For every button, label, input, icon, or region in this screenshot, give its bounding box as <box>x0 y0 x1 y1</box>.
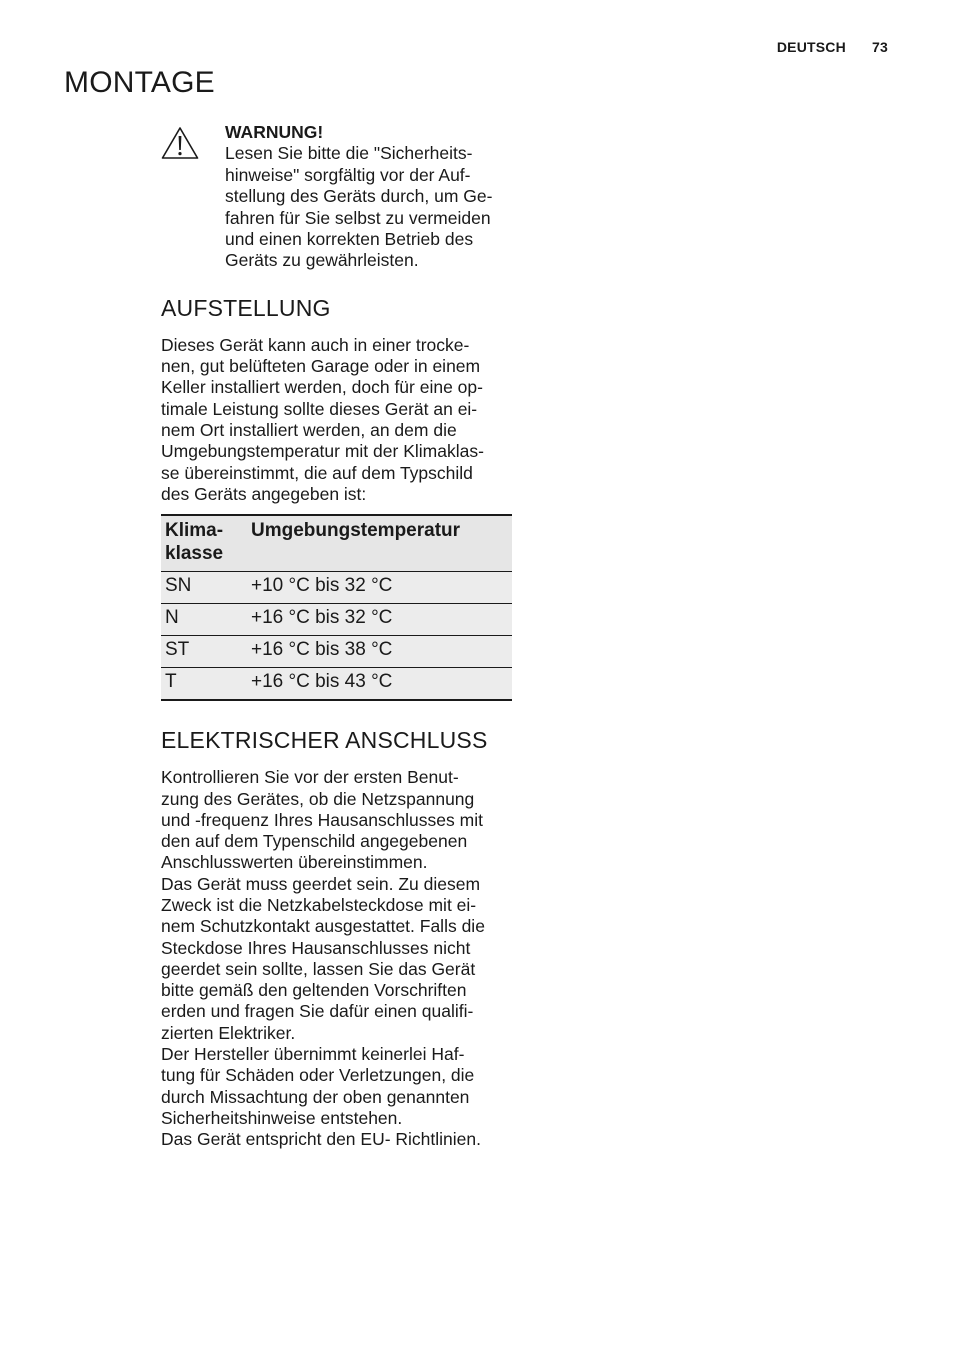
table-cell-temperatur: +16 °C bis 32 °C <box>251 607 393 629</box>
table-cell-klasse: N <box>165 607 179 629</box>
warning-title: WARNUNG! <box>225 122 324 142</box>
paragraph-line: durch Missachtung der oben genannten <box>161 1086 470 1107</box>
table-row <box>161 636 512 668</box>
table-cell-temperatur: +16 °C bis 38 °C <box>251 639 393 661</box>
paragraph-line: und -frequenz Ihres Hausanschlusses mit <box>161 809 483 830</box>
paragraph-line: nem Ort installiert werden, an dem die <box>161 420 457 441</box>
page-title: MONTAGE <box>64 66 215 99</box>
paragraph-line: tung für Schäden oder Verletzungen, die <box>161 1065 475 1086</box>
table-cell-klasse: T <box>165 671 177 693</box>
section-heading-aufstellung: AUFSTELLUNG <box>161 294 331 321</box>
table-header-row <box>161 515 512 572</box>
paragraph-line: des Geräts angegeben ist: <box>161 483 367 504</box>
table-cell-temperatur: +16 °C bis 43 °C <box>251 671 393 693</box>
paragraph-line: zung des Gerätes, ob die Netzspannung <box>161 788 475 809</box>
paragraph-line: zierten Elektriker. <box>161 1022 296 1043</box>
paragraph-line: den auf dem Typenschild angegebenen <box>161 831 468 852</box>
page-number: 73 <box>872 39 888 55</box>
table-cell-klasse: SN <box>165 575 192 597</box>
page-header <box>777 39 888 55</box>
warning-line: Lesen Sie bitte die "Sicherheits- <box>225 143 473 164</box>
paragraph-line: Sicherheitshinweise entstehen. <box>161 1107 403 1128</box>
paragraph-line: Der Hersteller übernimmt keinerlei Haf- <box>161 1044 465 1065</box>
table-cell-klasse: ST <box>165 639 190 661</box>
paragraph-line: bitte gemäß den geltenden Vorschriften <box>161 980 467 1001</box>
table-row <box>161 572 512 604</box>
warning-line: und einen korrekten Betrieb des <box>225 229 474 250</box>
table-header-klasse-line: Klima- <box>165 520 224 542</box>
paragraph-line: Anschlusswerten übereinstimmen. <box>161 852 428 873</box>
warning-text <box>225 143 512 271</box>
paragraph-line: erden und fragen Sie dafür einen qualifi- <box>161 1001 474 1022</box>
anschluss-paragraph <box>161 767 512 1150</box>
paragraph-line: timale Leistung sollte dieses Gerät an ei- <box>161 398 478 419</box>
warning-block <box>161 122 512 272</box>
header-language: DEUTSCH <box>776 39 846 55</box>
warning-line: stellung des Geräts durch, um Ge- <box>225 186 493 207</box>
paragraph-line: Kontrollieren Sie vor der ersten Benut- <box>161 767 459 788</box>
paragraph-line: geerdet sein sollte, lassen Sie das Gerät <box>161 958 476 979</box>
warning-line: hinweise" sorgfältig vor der Auf- <box>225 164 471 185</box>
climate-class-table <box>161 514 512 701</box>
paragraph-line: Das Gerät muss geerdet sein. Zu diesem <box>161 873 481 894</box>
warning-triangle-icon <box>161 126 199 160</box>
paragraph-line: nen, gut belüfteten Garage oder in einem <box>161 356 481 377</box>
paragraph-line: Das Gerät entspricht den EU- Richtlinien. <box>161 1129 481 1150</box>
table-cell-temperatur: +10 °C bis 32 °C <box>251 575 393 597</box>
table-row <box>161 604 512 636</box>
paragraph-line: Umgebungstemperatur mit der Klimaklas- <box>161 441 484 462</box>
paragraph-line: Zweck ist die Netzkabelsteckdose mit ei- <box>161 895 477 915</box>
paragraph-line: Dieses Gerät kann auch in einer trocke- <box>161 334 470 355</box>
content-column <box>161 122 512 1151</box>
table-header-klasse <box>161 515 247 572</box>
warning-line: Geräts zu gewährleisten. <box>225 250 419 271</box>
section-heading-elektrischer-anschluss: ELEKTRISCHER ANSCHLUSS <box>161 727 488 754</box>
table-row <box>161 668 512 701</box>
table-header-temperatur: Umgebungstemperatur <box>251 520 461 542</box>
aufstellung-paragraph <box>161 335 512 505</box>
table-header-klasse-line: klasse <box>165 543 224 565</box>
paragraph-line: Steckdose Ihres Hausanschlusses nicht <box>161 937 471 958</box>
paragraph-line: Keller installiert werden, doch für eine op- <box>161 377 483 398</box>
paragraph-line: se übereinstimmt, die auf dem Typschild <box>161 462 473 483</box>
paragraph-line: nem Schutzkontakt ausgestattet. Falls die <box>161 916 485 937</box>
warning-line: fahren für Sie selbst zu vermeiden <box>225 207 491 228</box>
